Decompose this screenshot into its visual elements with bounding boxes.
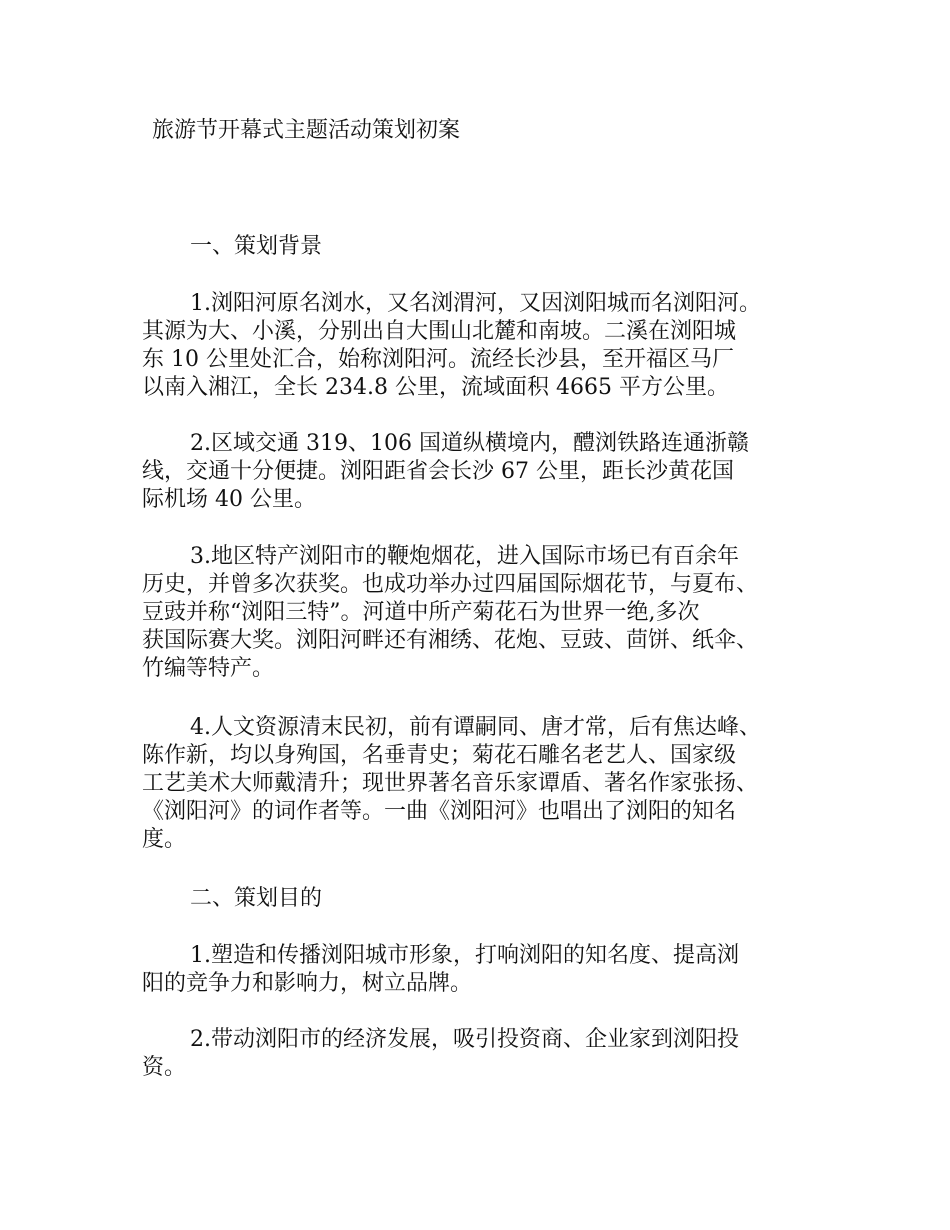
paragraph-line: 历史，并曾多次获奖。也成功举办过四届国际烟花节，与夏布、 (142, 572, 759, 597)
paragraph-line: 4.人文资源清末民初，前有谭嗣同、唐才常，后有焦达峰、 (190, 715, 761, 740)
paragraph-line: 线，交通十分便捷。浏阳距省会长沙 67 公里，距长沙黄花国 (142, 459, 734, 484)
document-title: 旅游节开幕式主题活动策划初案 (152, 118, 461, 143)
paragraph-line: 1.塑造和传播浏阳城市形象，打响浏阳的知名度、提高浏 (190, 943, 739, 968)
paragraph-line: 阳的竞争力和影响力，树立品牌。 (142, 971, 473, 996)
section-heading-background: 一、策划背景 (190, 234, 323, 259)
paragraph-line: 资。 (142, 1055, 187, 1080)
paragraph-line: 获国际赛大奖。浏阳河畔还有湘绣、花炮、豆豉、茴饼、纸伞、 (142, 628, 759, 653)
paragraph-line: 际机场 40 公里。 (142, 487, 316, 512)
paragraph-line: 1.浏阳河原名浏水，又名浏渭河，又因浏阳城而名浏阳河。 (190, 291, 761, 316)
paragraph-line: 3.地区特产浏阳市的鞭炮烟花，进入国际市场已有百余年 (190, 544, 739, 569)
paragraph-specialties (142, 543, 832, 683)
paragraph-city-image (142, 942, 832, 998)
paragraph-line: 工艺美术大师戴清升；现世界著名音乐家谭盾、著名作家张扬、 (142, 771, 759, 796)
section-heading-purpose: 二、策划目的 (190, 886, 323, 911)
paragraph-economy (142, 1026, 832, 1082)
paragraph-line: 豆豉并称“浏阳三特”。河道中所产菊花石为世界一绝,多次 (142, 600, 700, 625)
paragraph-line: 度。 (142, 827, 187, 852)
paragraph-transport (142, 430, 832, 514)
paragraph-line: 其源为大、小溪，分别出自大围山北麓和南坡。二溪在浏阳城 (142, 319, 737, 344)
paragraph-line: 《浏阳河》的词作者等。一曲《浏阳河》也唱出了浏阳的知名 (142, 799, 737, 824)
paragraph-culture (142, 714, 832, 854)
paragraph-line: 2.区域交通 319、106 国道纵横境内，醴浏铁路连通浙赣 (190, 431, 749, 456)
paragraph-line: 以南入湘江，全长 234.8 公里，流域面积 4665 平方公里。 (142, 375, 729, 400)
paragraph-line: 东 10 公里处汇合，始称浏阳河。流经长沙县，至开福区马厂 (142, 347, 734, 372)
paragraph-line: 陈作新，均以身殉国，名垂青史；菊花石雕名老艺人、国家级 (142, 743, 737, 768)
paragraph-line: 竹编等特产。 (142, 656, 275, 681)
paragraph-line: 2.带动浏阳市的经济发展，吸引投资商、企业家到浏阳投 (190, 1027, 739, 1052)
paragraph-river-origin (142, 290, 832, 402)
